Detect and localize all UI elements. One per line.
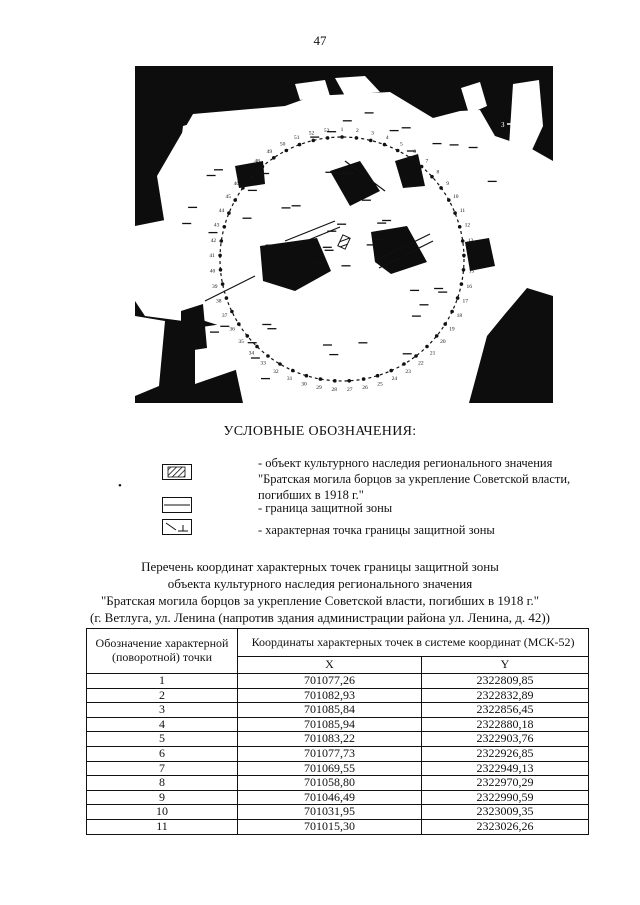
boundary-point <box>376 374 380 378</box>
boundary-point <box>462 268 466 272</box>
cell-point: 5 <box>87 732 238 747</box>
boundary-point-label: 30 <box>301 381 307 388</box>
boundary-point-label: 51 <box>293 135 300 142</box>
boundary-point <box>261 165 265 169</box>
coordinates-table <box>86 628 589 835</box>
boundary-point <box>408 156 412 160</box>
cell-x: 701077,73 <box>238 746 422 761</box>
cell-y: 2322926,85 <box>422 746 589 761</box>
boundary-point <box>369 139 373 143</box>
cell-x: 701082,93 <box>238 688 422 703</box>
caption-line: (г. Ветлуга, ул. Ленина (напротив здания администрации района ул. Ленина, д. 42)) <box>89 610 551 625</box>
boundary-point-label: 5 <box>400 141 403 148</box>
cell-point: 10 <box>87 805 238 820</box>
boundary-point <box>218 254 222 258</box>
boundary-point-label: 1 <box>340 127 344 133</box>
boundary-point <box>333 379 337 383</box>
compass-south: Ю <box>518 169 526 177</box>
boundary-point-label: 3 <box>371 130 374 137</box>
boundary-point <box>278 362 282 366</box>
boundary-point <box>246 334 250 338</box>
boundary-point-label: 32 <box>273 368 279 375</box>
boundary-point <box>460 282 464 286</box>
boundary-point-label: 13 <box>467 237 474 244</box>
boundary-point <box>285 149 289 153</box>
boundary-point <box>305 374 309 378</box>
header-point: Обозначение характерной (поворотной) точки <box>87 629 238 674</box>
table-row <box>87 732 589 747</box>
cell-x: 701031,95 <box>238 805 422 820</box>
boundary-point-label: 2 <box>356 127 359 134</box>
boundary-point-label: 33 <box>260 360 266 367</box>
cell-y: 2322990,59 <box>422 790 589 805</box>
boundary-point <box>219 268 223 272</box>
boundary-point-label: 26 <box>362 384 368 391</box>
cell-y: 2323009,35 <box>422 805 589 820</box>
legend-title: УСЛОВНЫЕ ОБОЗНАЧЕНИЯ: <box>223 424 417 439</box>
cell-x: 701015,30 <box>238 819 422 834</box>
boundary-point-label: 31 <box>286 376 293 382</box>
boundary-point-label: 53 <box>323 127 330 134</box>
cell-point: 9 <box>87 790 238 805</box>
boundary-point-label: 29 <box>316 384 322 391</box>
table-row <box>87 790 589 805</box>
boundary-point-label: 18 <box>456 312 463 319</box>
boundary-point-label: 7 <box>425 158 429 165</box>
boundary-point <box>462 254 466 258</box>
boundary-point-label: 44 <box>218 208 225 215</box>
boundary-point <box>233 198 237 202</box>
table-row <box>87 776 589 791</box>
header-coords: Координаты характерных точек в системе координат (МСК-52) <box>238 629 589 657</box>
legend-symbol-point <box>162 519 192 535</box>
boundary-point-label: 4 <box>385 135 389 142</box>
cell-x: 701058,80 <box>238 776 422 791</box>
boundary-point-label: 28 <box>331 386 338 393</box>
cell-point: 1 <box>87 674 238 689</box>
cell-point: 4 <box>87 717 238 732</box>
boundary-point-label: 14 <box>469 253 475 260</box>
boundary-point <box>266 354 270 358</box>
cell-y: 2322880,18 <box>422 717 589 732</box>
legend-symbol-heritage-object <box>162 464 192 480</box>
boundary-point-label: 35 <box>238 338 244 345</box>
boundary-point <box>223 225 227 229</box>
compass-west: З <box>501 121 505 129</box>
boundary-point <box>250 175 254 179</box>
boundary-point <box>225 296 229 300</box>
cell-y: 2322970,29 <box>422 776 589 791</box>
boundary-point-label: 19 <box>449 326 455 333</box>
boundary-point <box>443 322 447 326</box>
cell-x: 701085,84 <box>238 703 422 718</box>
coordinates-caption <box>0 558 640 626</box>
boundary-point-label: 23 <box>405 368 411 375</box>
boundary-point-label: 49 <box>266 149 273 156</box>
boundary-point-label: 10 <box>453 194 459 201</box>
boundary-point <box>439 186 443 190</box>
boundary-point <box>420 165 424 169</box>
boundary-point-label: 50 <box>279 141 286 148</box>
boundary-point-label: 20 <box>440 338 446 345</box>
boundary-point <box>347 379 351 383</box>
boundary-point-label: 43 <box>213 222 220 229</box>
boundary-point <box>241 186 245 190</box>
cell-y: 2322832,89 <box>422 688 589 703</box>
legend-text-boundary: - граница защитной зоны <box>258 501 393 515</box>
table-row <box>87 717 589 732</box>
legend-text-heritage-object: - объект культурного наследия регионального значения "Братская могила борцов за укрепление Советской власти, погибших в 1918 г." <box>258 456 571 502</box>
page-number: 47 <box>313 33 327 48</box>
cell-x: 701083,22 <box>238 732 422 747</box>
caption-line: Перечень координат характерных точек границы защитной зоны <box>141 559 499 574</box>
compass-east: В <box>537 121 542 129</box>
table-row <box>87 688 589 703</box>
boundary-point-label: 45 <box>225 194 231 201</box>
boundary-point <box>230 310 234 314</box>
cell-y: 2322903,76 <box>422 732 589 747</box>
cell-x: 701077,26 <box>238 674 422 689</box>
table-row <box>87 761 589 776</box>
caption-line: "Братская могила борцов за укрепление Советской власти, погибших в 1918 г." <box>100 593 540 608</box>
boundary-point-label: 47 <box>243 169 249 176</box>
boundary-point <box>220 239 224 243</box>
boundary-point <box>414 354 418 358</box>
header-x: X <box>238 657 422 674</box>
boundary-point <box>458 225 462 229</box>
boundary-point <box>227 211 231 215</box>
cell-point: 7 <box>87 761 238 776</box>
boundary-point <box>456 296 460 300</box>
stray-mark: • <box>118 480 122 492</box>
boundary-point <box>362 377 366 381</box>
legend-symbol-boundary <box>162 497 192 513</box>
boundary-point-label: 11 <box>459 208 466 215</box>
boundary-point-label: 40 <box>209 268 216 275</box>
boundary-point <box>319 377 323 381</box>
boundary-point <box>326 136 330 140</box>
cell-y: 2323026,26 <box>422 819 589 834</box>
boundary-point <box>340 135 344 139</box>
boundary-point <box>435 334 439 338</box>
boundary-point <box>312 139 316 143</box>
boundary-point-label: 34 <box>248 350 255 357</box>
boundary-point-label: 38 <box>216 298 222 305</box>
boundary-point-label: 22 <box>418 360 424 367</box>
coordinates-table-body <box>87 674 589 835</box>
boundary-point-label: 8 <box>436 169 440 176</box>
boundary-point-label: 9 <box>446 181 449 188</box>
boundary-point-label: 42 <box>210 237 217 244</box>
boundary-point <box>355 136 359 140</box>
boundary-point-label: 21 <box>429 350 436 357</box>
cell-point: 8 <box>87 776 238 791</box>
boundary-point-label: 17 <box>462 298 468 305</box>
table-row <box>87 703 589 718</box>
caption-line: объекта культурного наследия регионального значения <box>167 576 473 591</box>
table-row <box>87 746 589 761</box>
cell-x: 701046,49 <box>238 790 422 805</box>
boundary-point-label: 36 <box>229 326 235 333</box>
boundary-point <box>255 345 259 349</box>
cell-y: 2322809,85 <box>422 674 589 689</box>
boundary-point <box>453 211 457 215</box>
boundary-point <box>389 369 393 373</box>
table-row <box>87 819 589 834</box>
cell-point: 11 <box>87 819 238 834</box>
header-y: Y <box>422 657 589 674</box>
boundary-point-label: 39 <box>212 283 218 290</box>
boundary-point-label: 6 <box>413 149 416 156</box>
boundary-point <box>291 369 295 373</box>
boundary-point-label: 25 <box>377 381 383 388</box>
boundary-point <box>383 143 387 147</box>
boundary-point <box>221 282 225 286</box>
boundary-point-label: 48 <box>254 158 260 165</box>
boundary-point-label: 37 <box>221 312 228 319</box>
boundary-point <box>450 310 454 314</box>
cell-point: 6 <box>87 746 238 761</box>
boundary-point-label: 46 <box>233 181 240 188</box>
cell-y: 2322949,13 <box>422 761 589 776</box>
boundary-point <box>272 156 276 160</box>
boundary-point-label: 16 <box>466 283 472 290</box>
cell-point: 3 <box>87 703 238 718</box>
compass-north: С <box>518 86 523 94</box>
boundary-point <box>430 175 434 179</box>
boundary-point <box>447 198 451 202</box>
cell-y: 2322856,45 <box>422 703 589 718</box>
boundary-point-label: 12 <box>464 222 471 229</box>
cell-x: 701069,55 <box>238 761 422 776</box>
table-row <box>87 674 589 689</box>
legend-text-point: - характерная точка границы защитной зоны <box>258 523 495 537</box>
boundary-point <box>425 345 429 349</box>
boundary-point-label: 52 <box>308 130 315 137</box>
site-map <box>135 66 553 403</box>
boundary-point <box>298 143 302 147</box>
table-row <box>87 805 589 820</box>
boundary-point-label: 15 <box>468 268 475 275</box>
boundary-point <box>237 322 241 326</box>
boundary-point <box>396 149 400 153</box>
boundary-point <box>461 239 465 243</box>
boundary-point-label: 41 <box>209 253 215 260</box>
cell-point: 2 <box>87 688 238 703</box>
boundary-point <box>402 362 406 366</box>
cell-x: 701085,94 <box>238 717 422 732</box>
boundary-point-label: 24 <box>391 376 398 382</box>
boundary-point-label: 27 <box>346 386 353 393</box>
